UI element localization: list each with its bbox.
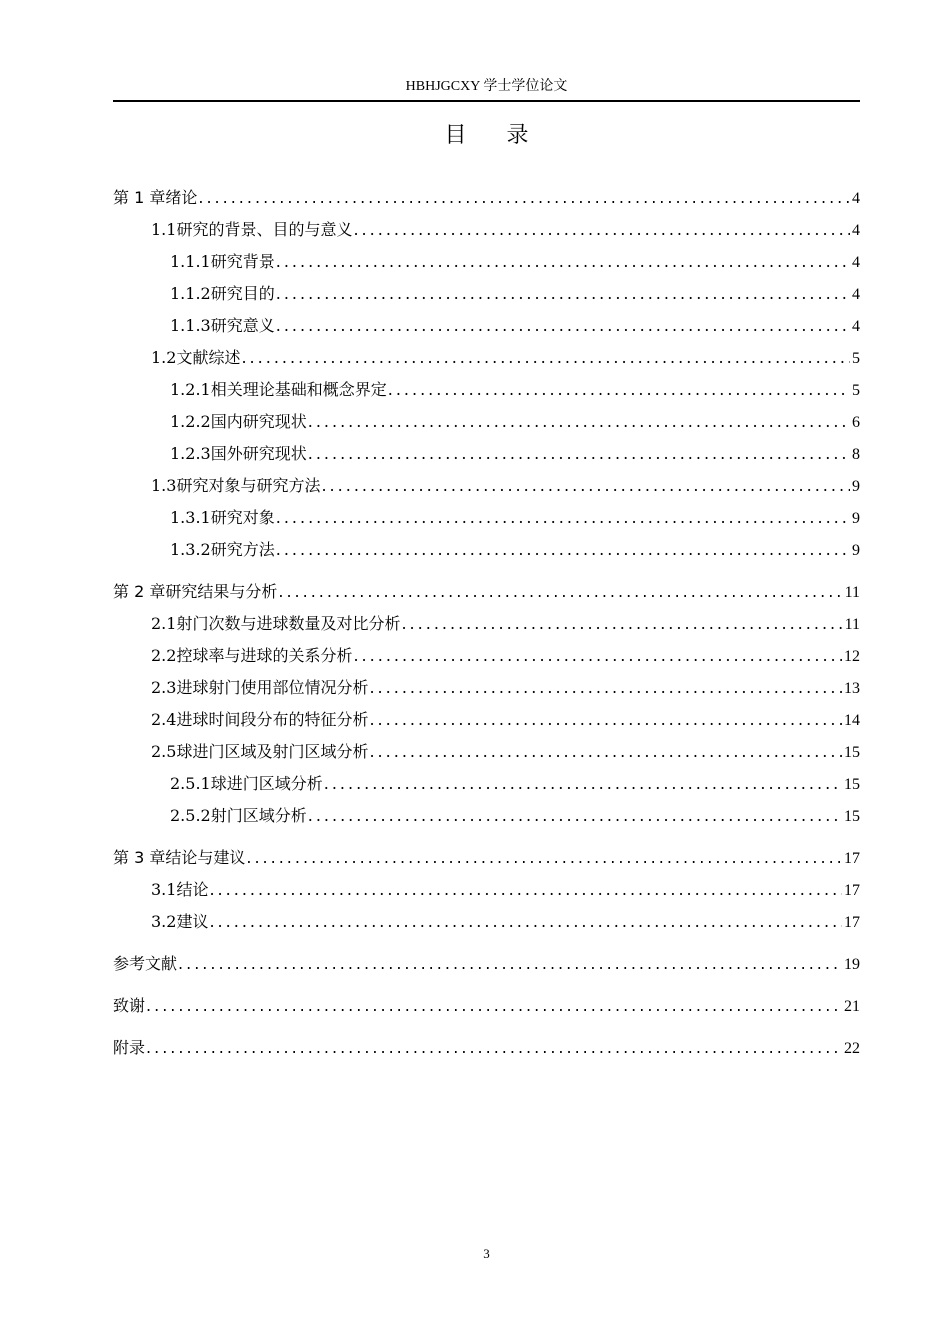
toc-entry[interactable]: [113, 534, 860, 566]
toc-entry-number: 2.2: [151, 646, 177, 665]
toc-entry-number: 2.4: [151, 710, 177, 729]
header-rule: [113, 100, 860, 102]
toc-entry-label: 进球时间段分布的特征分析: [176, 710, 369, 729]
toc-entry-label: 球进门区域及射门区域分析: [176, 742, 369, 761]
table-of-contents: [113, 182, 860, 1064]
toc-entry-number: 1.3.1: [170, 508, 211, 527]
dot-leader: [369, 704, 842, 736]
toc-entry-number: 第 3 章: [113, 848, 166, 867]
toc-entry-label: 研究结果与分析: [165, 582, 278, 601]
toc-entry-page: 14: [844, 712, 860, 729]
toc-entry[interactable]: [113, 342, 860, 374]
dot-leader: [321, 470, 850, 502]
toc-entry-number: 3.1: [151, 880, 177, 899]
toc-entry[interactable]: [113, 800, 860, 832]
toc-entry-page: 5: [852, 382, 860, 399]
dot-leader: [276, 310, 850, 342]
toc-entry-label: 建议: [176, 912, 209, 931]
toc-entry[interactable]: [113, 374, 860, 406]
dot-leader: [209, 874, 842, 906]
toc-entry-page: 4: [852, 286, 860, 303]
toc-entry-label: 研究的背景、目的与意义: [176, 220, 353, 239]
toc-entry[interactable]: [113, 768, 860, 800]
dot-leader: [353, 214, 850, 246]
toc-entry-page: 19: [844, 956, 860, 973]
toc-entry-number: 3.2: [151, 912, 177, 931]
dot-leader: [278, 576, 842, 608]
toc-entry-page: 9: [852, 478, 860, 495]
toc-entry-number: 2.1: [151, 614, 177, 633]
toc-entry-page: 15: [844, 808, 860, 825]
toc-entry-number: 1.3: [151, 476, 177, 495]
toc-entry-number: 2.5.2: [170, 806, 211, 825]
toc-entry-page: 17: [844, 850, 860, 867]
toc-entry-number: 1.2.2: [170, 412, 211, 431]
toc-entry-label: 致谢: [113, 996, 146, 1015]
dot-leader: [308, 406, 850, 438]
toc-entry[interactable]: [113, 278, 860, 310]
dot-leader: [369, 672, 842, 704]
toc-entry-label: 文献综述: [176, 348, 241, 367]
toc-entry-label: 球进门区域分析: [210, 774, 323, 793]
toc-entry[interactable]: [113, 438, 860, 470]
toc-entry-number: 第 1 章: [113, 188, 166, 207]
dot-leader: [353, 640, 842, 672]
dot-leader: [198, 182, 850, 214]
toc-entry[interactable]: [113, 608, 860, 640]
toc-entry-label: 相关理论基础和概念界定: [210, 380, 387, 399]
toc-entry-page: 9: [852, 510, 860, 527]
toc-entry[interactable]: [113, 576, 860, 608]
toc-entry-label: 研究对象与研究方法: [176, 476, 321, 495]
toc-entry-number: 1.1.3: [170, 316, 211, 335]
toc-entry[interactable]: [113, 246, 860, 278]
toc-entry-label: 射门区域分析: [210, 806, 307, 825]
toc-entry-page: 11: [844, 584, 860, 601]
toc-entry-number: 1.3.2: [170, 540, 211, 559]
toc-entry-page: 13: [844, 680, 860, 697]
toc-entry-label: 国外研究现状: [210, 444, 307, 463]
toc-entry-page: 4: [852, 222, 860, 239]
toc-entry-number: 1.1: [151, 220, 177, 239]
page-number: 3: [483, 1246, 490, 1261]
running-header: HBHJGCXY 学士学位论文: [405, 79, 568, 94]
toc-entry-number: 2.3: [151, 678, 177, 697]
toc-entry[interactable]: [113, 502, 860, 534]
toc-entry-label: 附录: [113, 1038, 146, 1057]
toc-entry-label: 国内研究现状: [210, 412, 307, 431]
dot-leader: [369, 736, 842, 768]
toc-entry[interactable]: [113, 1032, 860, 1064]
toc-entry-page: 12: [844, 648, 860, 665]
toc-entry-number: 1.2.1: [170, 380, 211, 399]
toc-entry-page: 4: [852, 254, 860, 271]
toc-entry-number: 第 2 章: [113, 582, 166, 601]
dot-leader: [324, 768, 842, 800]
page-title: 目录: [444, 123, 569, 148]
dot-leader: [388, 374, 850, 406]
toc-entry-page: 6: [852, 414, 860, 431]
toc-entry[interactable]: [113, 182, 860, 214]
toc-entry-number: 1.2.3: [170, 444, 211, 463]
dot-leader: [246, 842, 842, 874]
toc-entry[interactable]: [113, 736, 860, 768]
dot-leader: [276, 502, 850, 534]
toc-entry[interactable]: [113, 214, 860, 246]
toc-entry-page: 5: [852, 350, 860, 367]
toc-entry-label: 研究背景: [210, 252, 275, 271]
toc-entry-label: 结论: [176, 880, 209, 899]
toc-entry[interactable]: [113, 310, 860, 342]
dot-leader: [308, 438, 850, 470]
toc-entry-number: 1.1.1: [170, 252, 211, 271]
toc-entry-label: 绪论: [165, 188, 198, 207]
toc-entry-page: 17: [844, 914, 860, 931]
toc-entry-number: 1.2: [151, 348, 177, 367]
toc-entry-page: 4: [852, 190, 860, 207]
toc-entry[interactable]: [113, 874, 860, 906]
toc-entry-label: 参考文献: [113, 954, 178, 973]
toc-entry[interactable]: [113, 948, 860, 980]
dot-leader: [401, 608, 842, 640]
toc-entry[interactable]: [113, 704, 860, 736]
dot-leader: [276, 278, 850, 310]
toc-entry-page: 15: [844, 776, 860, 793]
toc-entry[interactable]: [113, 406, 860, 438]
dot-leader: [146, 990, 842, 1022]
toc-entry-label: 结论与建议: [165, 848, 246, 867]
toc-entry-number: 2.5: [151, 742, 177, 761]
dot-leader: [146, 1032, 842, 1064]
dot-leader: [209, 906, 842, 938]
toc-entry[interactable]: [113, 672, 860, 704]
toc-entry[interactable]: [113, 990, 860, 1022]
toc-entry-page: 15: [844, 744, 860, 761]
toc-entry[interactable]: [113, 842, 860, 874]
toc-entry[interactable]: [113, 470, 860, 502]
toc-entry-page: 21: [844, 998, 860, 1015]
toc-entry-page: 22: [844, 1040, 860, 1057]
toc-entry-page: 4: [852, 318, 860, 335]
toc-entry-label: 研究方法: [210, 540, 275, 559]
toc-entry-label: 进球射门使用部位情况分析: [176, 678, 369, 697]
dot-leader: [178, 948, 842, 980]
dot-leader: [241, 342, 850, 374]
toc-entry-page: 9: [852, 542, 860, 559]
toc-entry-number: 2.5.1: [170, 774, 211, 793]
toc-entry-page: 8: [852, 446, 860, 463]
toc-entry-label: 研究对象: [210, 508, 275, 527]
toc-entry-label: 控球率与进球的关系分析: [176, 646, 353, 665]
toc-entry[interactable]: [113, 640, 860, 672]
dot-leader: [276, 246, 850, 278]
toc-entry[interactable]: [113, 906, 860, 938]
dot-leader: [276, 534, 850, 566]
dot-leader: [308, 800, 842, 832]
toc-entry-label: 研究目的: [210, 284, 275, 303]
toc-entry-label: 射门次数与进球数量及对比分析: [176, 614, 401, 633]
toc-entry-number: 1.1.2: [170, 284, 211, 303]
toc-entry-label: 研究意义: [210, 316, 275, 335]
toc-entry-page: 11: [844, 616, 860, 633]
toc-entry-page: 17: [844, 882, 860, 899]
